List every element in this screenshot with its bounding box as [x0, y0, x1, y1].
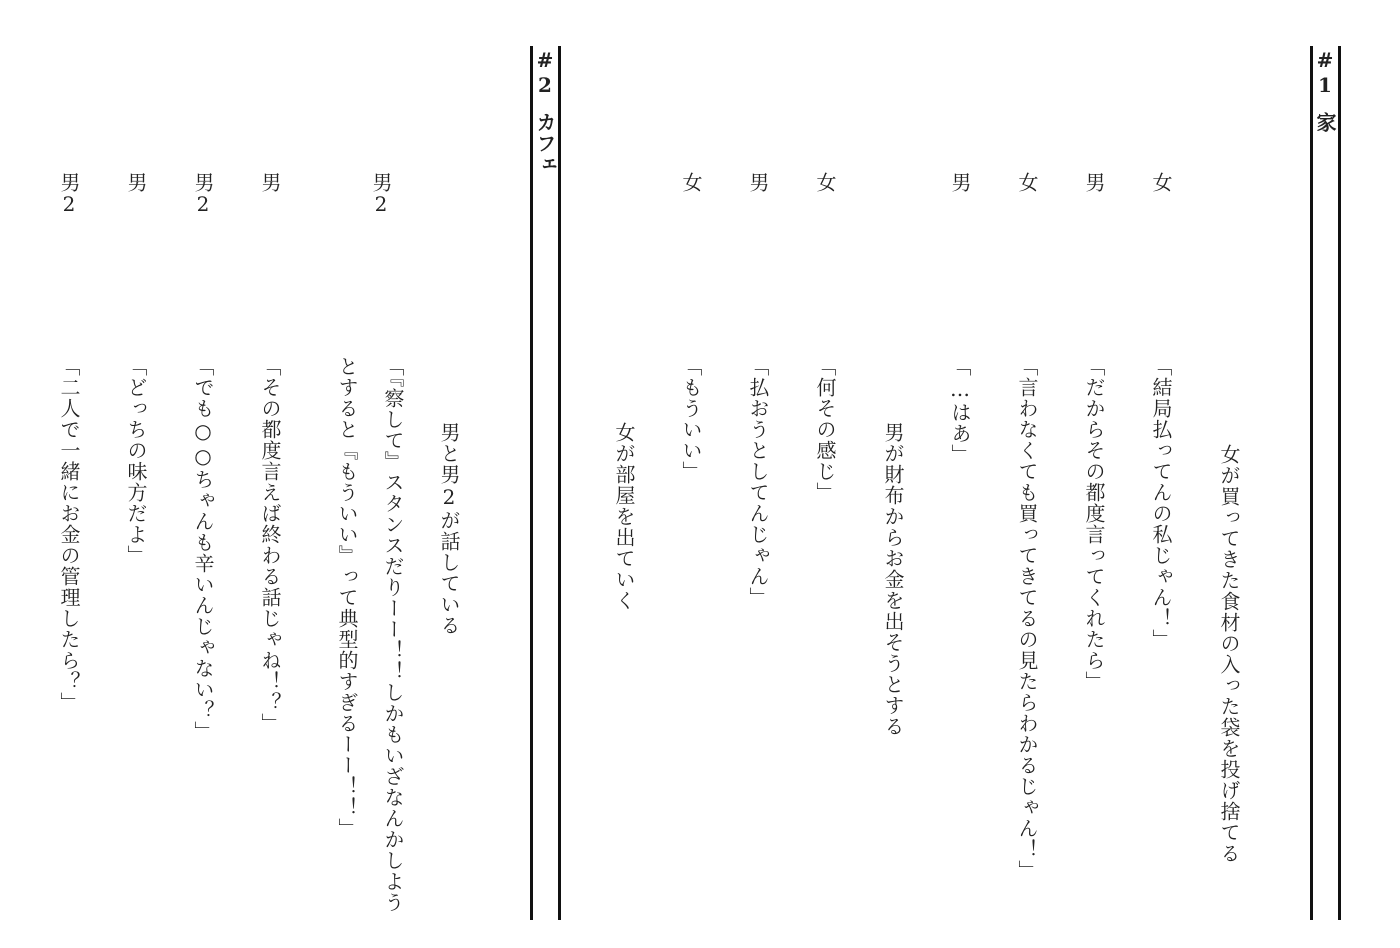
- scene-1-location: 家: [1313, 112, 1337, 133]
- scene-1-speaker-4: 男: [948, 172, 972, 192]
- scene-1-dialogue-4: 「…はあ」: [948, 356, 972, 465]
- scene-2-dialogue-5: 「二人で一緒にお金の管理したら？」: [57, 356, 81, 713]
- scene-2-dialogue-2: 「その都度言えば終わる話じゃね！？」: [258, 356, 282, 734]
- scene-2-number: #2: [533, 48, 557, 98]
- scene-1-dialogue-5: 「何その感じ」: [813, 356, 837, 503]
- scene-1-action-1: 女が買ってきた食材の入った袋を投げ捨てる: [1217, 444, 1241, 864]
- scene-2-speaker-2: 男: [258, 172, 282, 192]
- scene-1-speaker-1: 女: [1149, 172, 1173, 192]
- scene-1-dialogue-2: 「だからその都度言ってくれたら」: [1082, 356, 1106, 692]
- scene-2-speaker-3: 男2: [191, 172, 215, 216]
- scene-2-dialogue-4: 「どっちの味方だよ」: [124, 356, 148, 566]
- scene-2-location: カフェ: [533, 112, 557, 175]
- scene-1-number: #1: [1313, 48, 1337, 98]
- scene-2-dialogue-1: 「『察して』スタンスだりーー！！しかもいざなんかしようとすると『もういい』って典型的すぎるーー！！」: [335, 356, 405, 913]
- scene-1-speaker-6: 男: [746, 172, 770, 192]
- scene-2-divider-line-right: [558, 46, 561, 920]
- scene-1-divider-line-left: [1310, 46, 1313, 920]
- scene-1-action-3: 女が部屋を出ていく: [612, 422, 636, 611]
- scene-1-divider-line-right: [1338, 46, 1341, 920]
- scene-1-speaker-3: 女: [1015, 172, 1039, 192]
- scene-2-speaker-4: 男: [124, 172, 148, 192]
- scene-2-divider-line-left: [530, 46, 533, 920]
- scene-1-dialogue-3: 「言わなくても買ってきてるの見たらわかるじゃん！」: [1015, 356, 1039, 881]
- scene-2-action-1: 男と男2が話している: [437, 422, 461, 636]
- scene-1-speaker-2: 男: [1082, 172, 1106, 192]
- scene-1-speaker-7: 女: [679, 172, 703, 192]
- scene-1-dialogue-1: 「結局払ってんの私じゃん！」: [1149, 356, 1173, 650]
- scene-2-speaker-5: 男2: [57, 172, 81, 216]
- scene-1-speaker-5: 女: [813, 172, 837, 192]
- scene-1-dialogue-6: 「払おうとしてんじゃん」: [746, 356, 770, 608]
- scene-2-dialogue-3: 「でも○○ちゃんも辛いんじゃない？」: [191, 356, 215, 742]
- scene-1-action-2: 男が財布からお金を出そうとする: [881, 422, 905, 737]
- scene-1-dialogue-7: 「もういい」: [679, 356, 703, 482]
- scene-2-speaker-1: 男2: [369, 172, 393, 216]
